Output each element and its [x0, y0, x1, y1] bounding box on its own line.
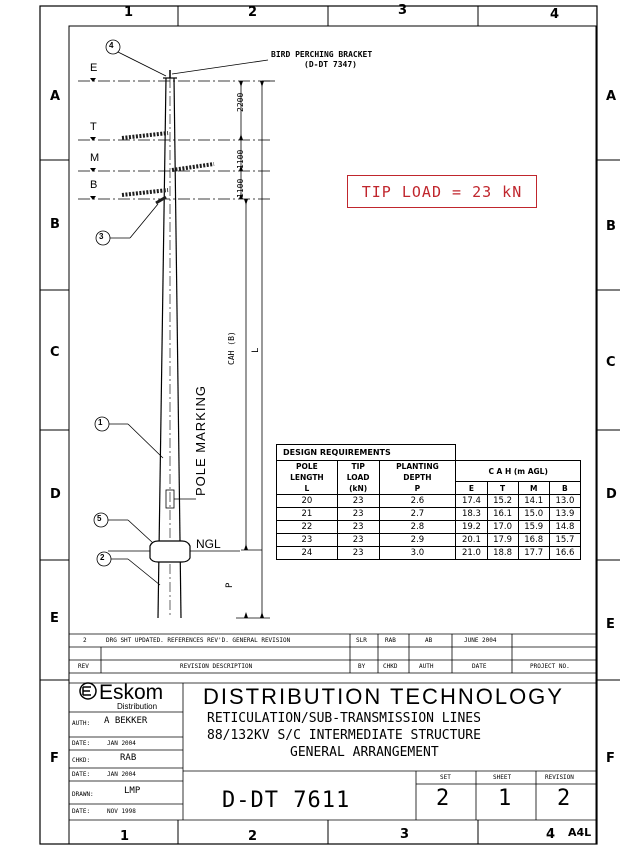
col-cah: C A H (m AGL): [456, 461, 581, 482]
table-cell: 14.1: [518, 495, 549, 508]
table-cell: 17.0: [487, 521, 518, 534]
col-3-bottom: 3: [400, 827, 410, 842]
rev-number: 2: [83, 637, 87, 644]
date3-label: DATE:: [72, 808, 91, 815]
date3-value: NOV 1998: [107, 808, 136, 815]
table-row: [277, 495, 581, 508]
callout-4: 4: [109, 41, 114, 50]
table-cell: 20: [277, 495, 338, 508]
table-cell: 17.9: [487, 534, 518, 547]
rev-auth: AB: [425, 637, 433, 644]
drawn-label: DRAWN:: [72, 791, 94, 798]
rev-header-rev: REV: [78, 663, 89, 670]
table-cell: 13.9: [549, 508, 580, 521]
revision-label: REVISION: [545, 774, 574, 781]
col-4-top: 4: [550, 7, 560, 22]
col-1-top: 1: [124, 5, 134, 20]
col-cah-e: E: [456, 482, 487, 495]
rev-header-chkd: CHKD: [383, 663, 398, 670]
table-row: [277, 534, 581, 547]
table-cell: 2.7: [379, 508, 456, 521]
col-cah-t: T: [487, 482, 518, 495]
table-cell: 17.4: [456, 495, 487, 508]
tip-load-box: TIP LOAD = 23 kN: [347, 175, 537, 208]
insulator-mid: [172, 164, 214, 170]
rev-by: SLR: [356, 637, 367, 644]
dim-planting: P: [225, 582, 235, 588]
table-caption: DESIGN REQUIREMENTS: [277, 445, 456, 461]
table-row: [277, 521, 581, 534]
table-cell: 15.7: [549, 534, 580, 547]
col-1-bottom: 1: [120, 829, 130, 844]
table-cell: 23: [277, 534, 338, 547]
dim-low: 1100: [236, 178, 245, 198]
table-cell: 16.8: [518, 534, 549, 547]
table-cell: 23: [337, 534, 379, 547]
table-cell: 2.8: [379, 521, 456, 534]
sheet-size: A4L: [568, 826, 592, 839]
sheet-label: SHEET: [493, 774, 512, 781]
eskom-logo-icon: [80, 683, 96, 699]
callout-3: 3: [99, 232, 104, 241]
table-cell: 3.0: [379, 547, 456, 560]
col-4-bottom: 4: [546, 827, 556, 842]
dim-cah: CAH (B): [227, 331, 236, 365]
ground-collar: [150, 541, 190, 562]
title-line-3: GENERAL ARRANGEMENT: [290, 745, 439, 760]
row-d-left: D: [50, 487, 61, 502]
set-value: 2: [436, 786, 450, 811]
row-e-right: E: [606, 617, 615, 632]
table-cell: 15.2: [487, 495, 518, 508]
title-line-1: RETICULATION/SUB-TRANSMISSION LINES: [207, 711, 481, 726]
table-cell: 13.0: [549, 495, 580, 508]
date1-value: JAN 2004: [107, 740, 136, 747]
row-b-left: B: [50, 217, 60, 232]
table-cell: 24: [277, 547, 338, 560]
table-cell: 16.1: [487, 508, 518, 521]
set-label: SET: [440, 774, 451, 781]
dim-length: L: [251, 347, 261, 353]
table-row: [277, 508, 581, 521]
table-cell: 23: [337, 508, 379, 521]
rev-date: JUNE 2004: [464, 637, 497, 644]
table-cell: 2.6: [379, 495, 456, 508]
row-f-left: F: [50, 751, 59, 766]
row-e-left: E: [50, 611, 59, 626]
drawing-number: D-DT 7611: [222, 788, 351, 813]
rev-description: DRG SHT UPDATED. REFERENCES REV'D. GENERAL REVISION: [106, 637, 291, 644]
bracket-label: BIRD PERCHING BRACKET: [271, 50, 373, 59]
design-requirements-table: [276, 444, 581, 560]
callout-1: 1: [98, 418, 103, 427]
title-line-2: 88/132KV S/C INTERMEDIATE STRUCTURE: [207, 728, 481, 743]
insulator-top: [122, 133, 168, 138]
level-e-label: E: [90, 62, 98, 74]
table-cell: 15.9: [518, 521, 549, 534]
col-2-top: 2: [248, 5, 258, 20]
col-cah-m: M: [518, 482, 549, 495]
col-2-bottom: 2: [248, 829, 258, 844]
table-cell: 23: [337, 547, 379, 560]
ngl-label: NGL: [196, 537, 221, 551]
table-cell: 23: [337, 521, 379, 534]
rev-header-desc: REVISION DESCRIPTION: [180, 663, 253, 670]
row-a-left: A: [50, 89, 61, 104]
callout-2: 2: [100, 553, 105, 562]
date2-value: JAN 2004: [107, 771, 136, 778]
table-cell: 17.7: [518, 547, 549, 560]
table-cell: 22: [277, 521, 338, 534]
row-d-right: D: [606, 487, 617, 502]
table-cell: 21: [277, 508, 338, 521]
brand-name: Eskom: [99, 681, 164, 704]
col-pole-length: POLE LENGTH L: [277, 461, 338, 495]
date1-label: DATE:: [72, 740, 91, 747]
table-cell: 18.3: [456, 508, 487, 521]
row-b-right: B: [606, 219, 616, 234]
col-cah-b: B: [549, 482, 580, 495]
rev-header-date: DATE: [472, 663, 487, 670]
table-cell: 18.8: [487, 547, 518, 560]
insulator-bottom: [122, 190, 168, 195]
table-cell: 20.1: [456, 534, 487, 547]
table-row: [277, 547, 581, 560]
sheet-value: 1: [498, 786, 512, 811]
title-main: DISTRIBUTION TECHNOLOGY: [203, 684, 564, 709]
level-m-label: M: [90, 152, 100, 164]
rev-header-project: PROJECT NO.: [530, 663, 570, 670]
col-3-top: 3: [398, 3, 408, 18]
rev-header-by: BY: [358, 663, 366, 670]
date2-label: DATE:: [72, 771, 91, 778]
table-cell: 15.0: [518, 508, 549, 521]
table-cell: 23: [337, 495, 379, 508]
row-f-right: F: [606, 751, 615, 766]
level-b-label: B: [90, 179, 98, 191]
col-tip-load: TIP LOAD (kN): [337, 461, 379, 495]
chkd-value: RAB: [120, 753, 137, 763]
row-c-right: C: [606, 355, 616, 370]
chkd-label: CHKD:: [72, 757, 91, 764]
row-a-right: A: [606, 89, 617, 104]
table-cell: 16.6: [549, 547, 580, 560]
rev-header-auth: AUTH: [419, 663, 434, 670]
dim-mid: 1100: [236, 149, 245, 169]
auth-value: A BEKKER: [104, 716, 148, 726]
table-cell: 2.9: [379, 534, 456, 547]
table-cell: 21.0: [456, 547, 487, 560]
table-cell: 19.2: [456, 521, 487, 534]
bracket-ref: (D-DT 7347): [304, 60, 357, 69]
drawn-value: LMP: [124, 786, 141, 796]
row-c-left: C: [50, 345, 60, 360]
dim-top: 2200: [236, 92, 245, 112]
level-t-label: T: [90, 121, 97, 133]
auth-label: AUTH:: [72, 720, 91, 727]
revision-value: 2: [557, 786, 571, 811]
rev-chkd: RAB: [385, 637, 396, 644]
table-cell: 14.8: [549, 521, 580, 534]
callout-5: 5: [97, 514, 102, 523]
col-planting-depth: PLANTING DEPTH P: [379, 461, 456, 495]
brand-sub: Distribution: [117, 702, 158, 711]
pole: [158, 78, 181, 618]
pole-marking-label: POLE MARKING: [193, 385, 208, 496]
